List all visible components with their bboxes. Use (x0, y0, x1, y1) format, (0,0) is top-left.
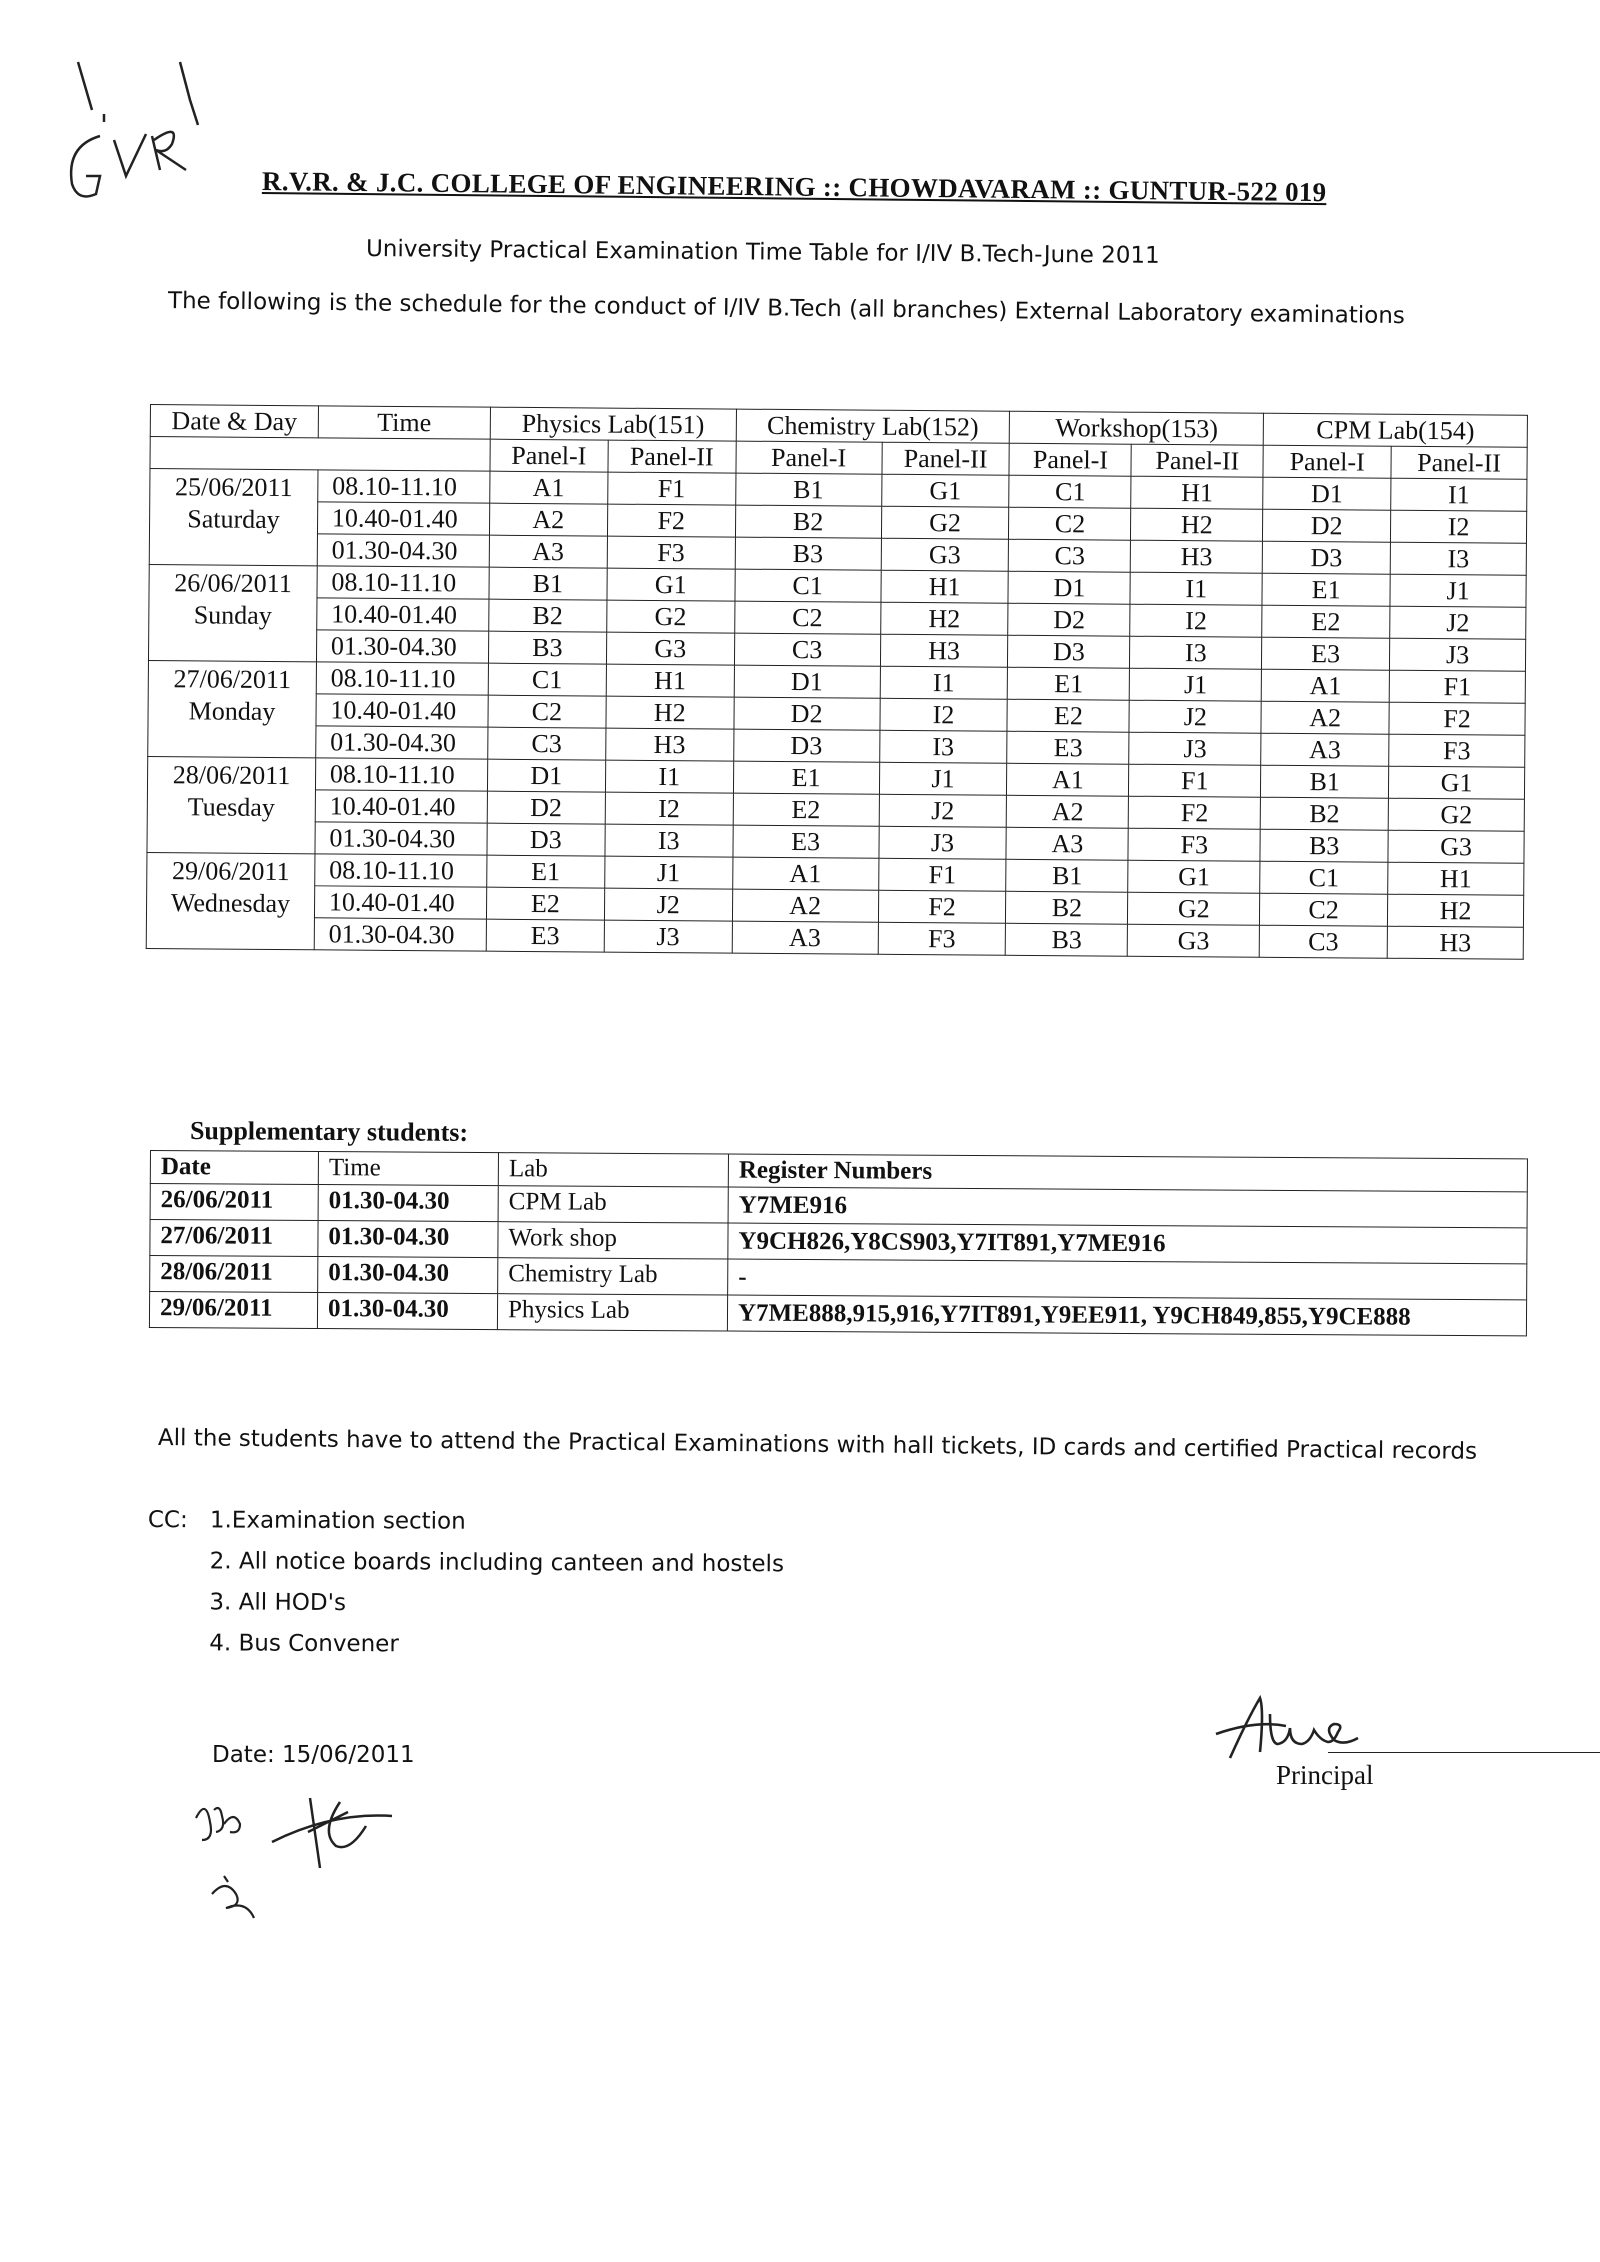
batch-cell: G3 (1128, 924, 1260, 957)
supplementary-heading: Supplementary students: (189, 1116, 469, 1147)
batch-cell: E1 (733, 761, 879, 794)
panel-header: Panel-I (736, 441, 882, 474)
time-slot-cell: 08.10-11.10 (316, 662, 488, 695)
batch-cell: F3 (1389, 734, 1525, 767)
supp-date-cell: 29/06/2011 (149, 1292, 317, 1329)
batch-cell: H2 (606, 696, 734, 729)
batch-cell: G3 (1388, 830, 1524, 863)
batch-cell: H1 (1131, 476, 1263, 509)
batch-cell: I3 (605, 824, 733, 857)
batch-cell: J1 (879, 762, 1007, 795)
batch-cell: F1 (607, 472, 735, 505)
batch-cell: F2 (1129, 796, 1261, 829)
batch-cell: G2 (881, 506, 1009, 539)
principal-signature (1210, 1690, 1410, 1770)
principal-label: Principal (1276, 1760, 1374, 1790)
batch-cell: B3 (735, 537, 881, 570)
date-day-cell (147, 756, 316, 853)
batch-cell: H3 (1387, 926, 1523, 959)
batch-cell: A1 (490, 471, 608, 504)
batch-cell: J2 (604, 888, 732, 921)
panel-header: Panel-II (1391, 446, 1527, 479)
batch-cell: G1 (607, 568, 735, 601)
batch-cell: C1 (735, 569, 881, 602)
time-slot-cell: 08.10-11.10 (317, 566, 489, 599)
batch-cell: F2 (607, 504, 735, 537)
cc-list (147, 1500, 784, 1667)
cc-item: 4. Bus Convener (209, 1630, 399, 1658)
supp-lab-cell: Physics Lab (497, 1294, 727, 1331)
time-slot-cell: 01.30-04.30 (316, 726, 488, 759)
issue-date: Date: 15/06/2011 (212, 1742, 415, 1768)
supp-lab-header: Lab (498, 1153, 728, 1187)
batch-cell: F2 (1389, 702, 1525, 735)
signature-line (1328, 1752, 1600, 1753)
batch-cell: D3 (733, 729, 879, 762)
batch-cell: F1 (878, 858, 1006, 891)
batch-cell: D2 (1263, 509, 1391, 542)
batch-cell: G2 (1128, 892, 1260, 925)
exam-date: 25/06/2011 (174, 472, 293, 503)
batch-cell: H2 (880, 602, 1008, 635)
batch-cell: D1 (1263, 477, 1391, 510)
batch-cell: F3 (1128, 828, 1260, 861)
document-subtitle: University Practical Examination Time Table for I/IV B.Tech-June 2011 (365, 236, 1160, 269)
batch-cell: E3 (1262, 637, 1390, 670)
batch-cell: J1 (1390, 574, 1526, 607)
supp-time-cell: 01.30-04.30 (318, 1185, 498, 1222)
batch-cell: I2 (1130, 604, 1262, 637)
cc-item: 1.Examination section (209, 1507, 466, 1535)
batch-cell: F3 (878, 922, 1006, 955)
supp-lab-cell: CPM Lab (498, 1186, 728, 1223)
batch-cell: I3 (879, 730, 1007, 763)
handwritten-initials (190, 1790, 450, 1930)
time-slot-cell: 10.40-01.40 (317, 598, 489, 631)
lab-header: Physics Lab(151) (490, 407, 736, 441)
supp-date-cell: 27/06/2011 (150, 1220, 318, 1257)
batch-cell: B1 (489, 567, 607, 600)
batch-cell: C1 (1260, 861, 1388, 894)
batch-cell: I2 (879, 698, 1007, 731)
batch-cell: D2 (734, 697, 880, 730)
batch-cell: J1 (1130, 668, 1262, 701)
college-title: R.V.R. & J.C. COLLEGE OF ENGINEERING :: CHOWDAVARAM :: GUNTUR-522 019 (261, 166, 1327, 208)
batch-cell: C2 (1009, 507, 1131, 540)
panel-header: Panel-I (1009, 443, 1131, 476)
batch-cell: H1 (1388, 862, 1524, 895)
batch-cell: J2 (879, 794, 1007, 827)
batch-cell: E1 (487, 855, 605, 888)
batch-cell: J1 (604, 856, 732, 889)
batch-cell: D2 (487, 791, 605, 824)
batch-cell: D1 (734, 665, 880, 698)
batch-cell: F1 (1129, 764, 1261, 797)
time-slot-cell: 10.40-01.40 (315, 790, 487, 823)
batch-cell: D3 (1262, 541, 1390, 574)
batch-cell: H3 (605, 728, 733, 761)
supp-register-cell: Y7ME888,915,916,Y7IT891,Y9EE911, Y9CH849,855,Y9CE888 (727, 1295, 1526, 1336)
batch-cell: D3 (487, 823, 605, 856)
time-slot-cell: 01.30-04.30 (317, 534, 489, 567)
exam-date: 26/06/2011 (174, 568, 292, 599)
time-slot-cell: 01.30-04.30 (315, 822, 487, 855)
supp-register-cell: Y9CH826,Y8CS903,Y7IT891,Y7ME916 (728, 1223, 1527, 1264)
panel-header: Panel-II (1131, 444, 1263, 477)
batch-cell: A2 (1007, 795, 1129, 828)
batch-cell: J3 (1389, 638, 1525, 671)
batch-cell: E3 (1007, 731, 1129, 764)
exam-timetable (146, 404, 1528, 960)
batch-cell: G2 (606, 600, 734, 633)
panel-header: Panel-I (490, 439, 608, 472)
batch-cell: B1 (1006, 859, 1128, 892)
batch-cell: J3 (878, 826, 1006, 859)
time-slot-cell: 01.30-04.30 (316, 630, 488, 663)
exam-day: Wednesday (170, 888, 291, 919)
batch-cell: C1 (1009, 475, 1131, 508)
supp-lab-cell: Work shop (498, 1222, 728, 1259)
batch-cell: G3 (881, 538, 1009, 571)
batch-cell: E3 (486, 919, 604, 952)
batch-cell: A3 (489, 535, 607, 568)
batch-cell: A1 (1007, 763, 1129, 796)
batch-cell: G1 (881, 474, 1009, 507)
time-slot-cell: 10.40-01.40 (316, 694, 488, 727)
date-day-cell (148, 564, 317, 661)
time-slot-cell: 08.10-11.10 (318, 470, 490, 503)
batch-cell: H1 (606, 664, 734, 697)
batch-cell: H2 (1387, 894, 1523, 927)
batch-cell: H3 (880, 634, 1008, 667)
batch-cell: G3 (606, 632, 734, 665)
batch-cell: J3 (1129, 732, 1261, 765)
batch-cell: B1 (1261, 765, 1389, 798)
batch-cell: I2 (605, 792, 733, 825)
batch-cell: C3 (1259, 925, 1387, 958)
supp-date-header: Date (150, 1151, 318, 1185)
batch-cell: J2 (1129, 700, 1261, 733)
batch-cell: I1 (880, 666, 1008, 699)
batch-cell: A3 (1261, 733, 1389, 766)
batch-cell: B2 (735, 505, 881, 538)
batch-cell: J2 (1390, 606, 1526, 639)
batch-cell: D1 (1008, 571, 1130, 604)
batch-cell: B3 (488, 631, 606, 664)
batch-cell: C3 (734, 633, 880, 666)
batch-cell: C3 (488, 727, 606, 760)
exam-day: Tuesday (187, 792, 275, 822)
cc-item: 3. All HOD's (209, 1589, 347, 1617)
batch-cell: C1 (488, 663, 606, 696)
batch-cell: A2 (1261, 701, 1389, 734)
handwritten-corner-marks (40, 40, 220, 240)
batch-cell: B3 (1006, 923, 1128, 956)
batch-cell: I3 (1390, 542, 1526, 575)
batch-cell: A3 (732, 921, 878, 954)
batch-cell: H1 (880, 570, 1008, 603)
lab-header: Workshop(153) (1010, 411, 1264, 445)
supplementary-table (149, 1150, 1528, 1336)
supp-date-cell: 26/06/2011 (150, 1184, 318, 1221)
supp-register-cell: Y7ME916 (728, 1187, 1527, 1228)
batch-cell: C2 (1260, 893, 1388, 926)
batch-cell: E2 (486, 887, 604, 920)
intro-text: The following is the schedule for the conduct of I/IV B.Tech (all branches) External Laboratory examinations (167, 288, 1406, 330)
supp-time-cell: 01.30-04.30 (317, 1293, 497, 1330)
exam-date: 29/06/2011 (171, 856, 290, 887)
batch-cell: G2 (1388, 798, 1524, 831)
exam-date: 28/06/2011 (172, 760, 291, 791)
batch-cell: H3 (1131, 540, 1263, 573)
date-day-cell (149, 469, 318, 566)
batch-cell: D2 (1008, 603, 1130, 636)
batch-cell: I1 (1391, 478, 1527, 511)
batch-cell: A1 (1261, 669, 1389, 702)
batch-cell: A2 (732, 889, 878, 922)
batch-cell: F2 (878, 890, 1006, 923)
batch-cell: F3 (607, 536, 735, 569)
batch-cell: I1 (605, 760, 733, 793)
batch-cell: B2 (489, 599, 607, 632)
batch-cell: B3 (1260, 829, 1388, 862)
batch-cell: C3 (1009, 539, 1131, 572)
batch-cell: A2 (489, 503, 607, 536)
batch-cell: C2 (488, 695, 606, 728)
batch-cell: A1 (732, 857, 878, 890)
exam-day: Monday (188, 696, 276, 726)
timetable-body (146, 469, 1527, 960)
exam-day: Saturday (187, 504, 280, 535)
cc-item: 2. All notice boards including canteen and hostels (209, 1548, 785, 1578)
date-day-cell (148, 660, 317, 757)
col-date-header: Date & Day (150, 405, 318, 438)
batch-cell: E2 (733, 793, 879, 826)
supp-date-cell: 28/06/2011 (150, 1256, 318, 1293)
panel-header: Panel-I (1263, 445, 1391, 478)
lab-header: Chemistry Lab(152) (736, 409, 1010, 443)
batch-cell: D1 (487, 759, 605, 792)
exam-date: 27/06/2011 (173, 664, 292, 695)
batch-cell: E3 (733, 825, 879, 858)
batch-cell: A3 (1006, 827, 1128, 860)
batch-cell: G1 (1388, 766, 1524, 799)
cc-label: CC: (147, 1506, 188, 1534)
panel-header: Panel-II (608, 440, 736, 473)
batch-cell: E1 (1262, 573, 1390, 606)
supplementary-row (149, 1292, 1526, 1336)
time-slot-cell: 08.10-11.10 (315, 758, 487, 791)
batch-cell: F1 (1389, 670, 1525, 703)
time-slot-cell: 10.40-01.40 (317, 502, 489, 535)
exam-day: Sunday (193, 600, 272, 630)
batch-cell: I3 (1130, 636, 1262, 669)
batch-cell: E2 (1007, 699, 1129, 732)
time-slot-cell: 10.40-01.40 (314, 886, 486, 919)
batch-cell: E2 (1262, 605, 1390, 638)
instruction-note: All the students have to attend the Practical Examinations with hall tickets, ID cards and certified Practical records (157, 1425, 1478, 1465)
batch-cell: H2 (1131, 508, 1263, 541)
batch-cell: I2 (1390, 510, 1526, 543)
batch-cell: C2 (734, 601, 880, 634)
supp-time-header: Time (318, 1152, 498, 1186)
supp-time-cell: 01.30-04.30 (318, 1221, 498, 1258)
batch-cell: B2 (1006, 891, 1128, 924)
batch-cell: D3 (1008, 635, 1130, 668)
supp-time-cell: 01.30-04.30 (318, 1257, 498, 1294)
lab-header: CPM Lab(154) (1263, 413, 1527, 447)
col-time-header: Time (318, 406, 490, 439)
batch-cell: B1 (735, 473, 881, 506)
supplementary-body (149, 1184, 1527, 1336)
batch-cell: E1 (1008, 667, 1130, 700)
supp-register-cell: - (728, 1259, 1527, 1300)
supp-register-header: Register Numbers (728, 1154, 1527, 1192)
batch-cell: I1 (1130, 572, 1262, 605)
time-slot-cell: 08.10-11.10 (315, 854, 487, 887)
time-slot-cell: 01.30-04.30 (314, 918, 486, 951)
blank-header-cell (150, 437, 490, 472)
batch-cell: J3 (604, 920, 732, 953)
panel-header: Panel-II (881, 442, 1009, 475)
batch-cell: G1 (1128, 860, 1260, 893)
date-day-cell (146, 852, 315, 949)
supp-lab-cell: Chemistry Lab (498, 1258, 728, 1295)
batch-cell: B2 (1260, 797, 1388, 830)
